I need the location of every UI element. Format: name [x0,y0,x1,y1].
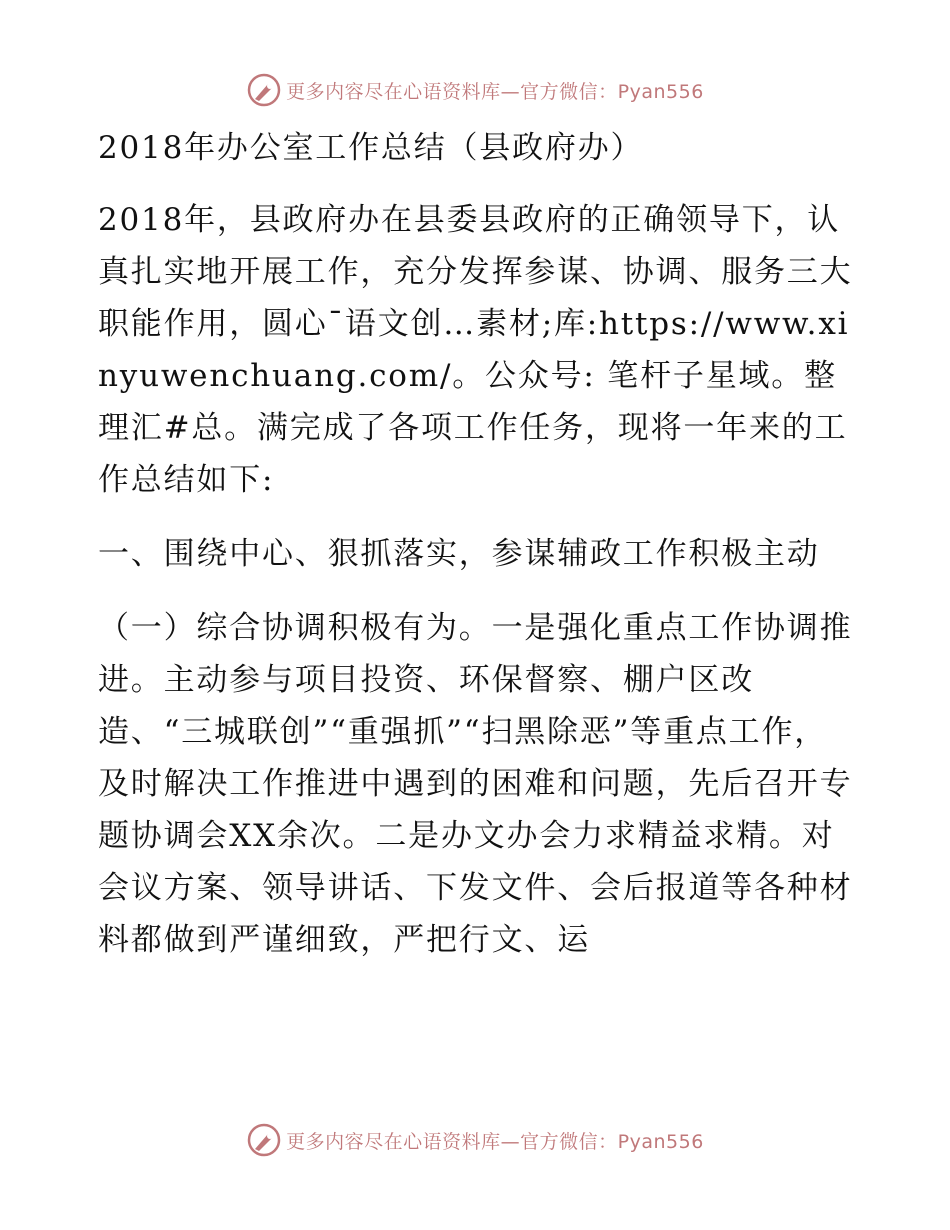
pen-logo-icon [246,1122,282,1158]
watermark-footer [0,1120,950,1160]
watermark-text: 更多内容尽在心语资料库—官方微信：Pyan556 [286,80,704,103]
document-body [98,122,858,988]
paragraph-intro: 2018年，县政府办在县委县政府的正确领导下，认真扎实地开展工作，充分发挥参谋、协调、服务三大职能作用，圆心¯语文创…素材;库:https://www.xinyuwenchuang.com/。公众号: 笔杆子星域。整理汇#总。满完成了各项工作任务，现将一年来的工作总结如下: [98,202,853,498]
pen-logo-icon [246,72,282,108]
section-heading-1: 一、围绕中心、狠抓落实，参谋辅政工作积极主动 [98,536,820,572]
paragraph-coordination: （一）综合协调积极有为。一是强化重点工作协调推进。主动参与项目投资、环保督察、棚户区改造、“三城联创”“重强抓”“扫黑除恶”等重点工作，及时解决工作推进中遇到的困难和问题，先后召开专题协调会XX余次。二是办文办会力求精益求精。对会议方案、领导讲话、下发文件、会后报道等各种材料都做到严谨细致，严把行文、运 [98,610,853,958]
watermark-text: 更多内容尽在心语资料库—官方微信：Pyan556 [286,1130,704,1153]
document-title: 2018年办公室工作总结（县政府办） [98,130,644,166]
watermark-header [0,70,950,110]
